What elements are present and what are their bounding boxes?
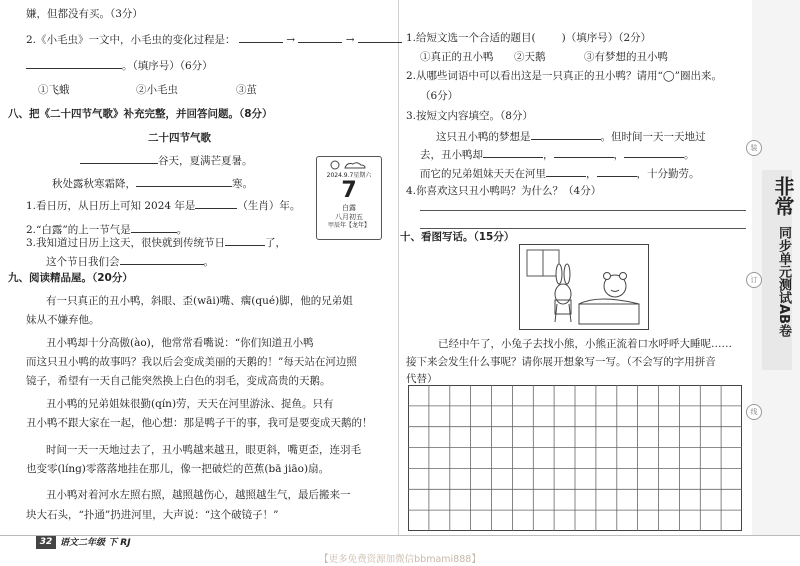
question-8-3: 3.我知道过日历上这天，很快就到传统节日 了， (26, 237, 287, 249)
q2-option-2: ②小毛虫 (136, 84, 178, 96)
page-divider (398, 0, 399, 535)
calendar-day: 7 (341, 178, 357, 203)
footer-rule (0, 535, 800, 536)
r-question-3: 3.按短文内容填空。（8分） (406, 110, 533, 122)
passage-line: 丑小鸭却十分高傲(ào)，他常常看嘴说：“你们知道丑小鸭 (46, 337, 314, 349)
page-number: 32 (36, 536, 56, 549)
calendar-card (316, 156, 382, 240)
footer-text: 语文二年级 下 RJ (60, 538, 131, 548)
passage-line: 块大石头，“扑通”扔进河里，大声说：“这个破镜子！” (26, 509, 279, 521)
binding-mark-3: 线 (746, 404, 762, 420)
r-q3-line-3: 而它的兄弟姐妹天天在河里 ， ，十分勤劳。 (420, 168, 700, 180)
sun-cloud-icon (317, 158, 381, 172)
question-8-2: 2.“白露”的上一节气是 。 (26, 224, 188, 236)
r-q3-line-1: 这只丑小鸭的梦想是 。但时间一天一天地过 (436, 131, 706, 143)
calendar-term: 白露 (342, 204, 356, 212)
writing-grid[interactable] (408, 385, 742, 531)
q2-option-3: ③茧 (236, 84, 257, 96)
section-9-title: 九、阅读精品屋。（20分） (8, 272, 133, 284)
rabbit-bear-illustration (519, 244, 649, 330)
r-q1-option-1: ①真正的丑小鸭 (420, 51, 494, 63)
brand-logo: 非常 (771, 176, 795, 216)
question-8-1: 1.看日历，从日历上可知 2024 年是 （生肖）年。 (26, 200, 301, 212)
r-q1-option-2: ②天鹅 (514, 51, 546, 63)
question-2: 2.《小毛虫》一文中，小毛虫的变化过程是： → → (26, 32, 402, 47)
r-question-1: 1.给短文选一个合适的题目( )（填序号）（2分） (406, 32, 652, 44)
passage-line: 有一只真正的丑小鸭，斜眼、歪(wāi)嘴、瘸(qué)脚，他的兄弟姐 (46, 295, 353, 307)
question-2-tail: 。（填序号）（6分） (26, 58, 213, 73)
passage-line: 时间一天一天地过去了，丑小鸭越来越丑，眼更斜，嘴更歪，连羽毛 (46, 444, 361, 456)
passage-line: 丑小鸭的兄弟姐妹很勤(qín)劳，天天在河里游泳、捉鱼。只有 (46, 398, 334, 410)
series-title: 同步单元测试AB卷 (776, 226, 791, 337)
passage-line: 镜子，希望有一天自己能突然换上白色的羽毛，变成高贵的天鹅。 (26, 375, 331, 387)
question-8-3-cont: 这个节日我们会 。 (46, 256, 214, 268)
passage-line: 也变零(líng)零落落地挂在那儿，像一把破烂的芭蕉(bā jiāo)扇。 (26, 463, 330, 475)
prompt-line-1: 已经中午了，小兔子去找小熊，小熊正流着口水呼呼大睡呢…… (438, 338, 732, 350)
section-10-title: 十、看图写话。（15分） (400, 231, 515, 243)
carryover-line: 嫌，但都没有买。（3分） (26, 8, 143, 20)
r-question-4: 4.你喜欢这只丑小鸭吗？为什么？（4分） (406, 185, 602, 197)
calendar-ganzhi: 甲辰年【龙年】 (327, 222, 370, 229)
passage-line: 而这只丑小鸭的故事吗？我以后会变成美丽的天鹅的！”每天站在河边照 (26, 356, 357, 368)
poem-line-1: 谷天，夏满芒夏暑。 (80, 153, 253, 168)
poem-line-2: 秋处露秋寒霜降， 寒。 (52, 178, 253, 190)
passage-line: 丑小鸭不跟大家在一起，他心想：那是鸭子干的事，我可是要变成天鹅的！ (26, 417, 373, 429)
r-question-2-score: （6分） (420, 90, 459, 102)
binding-mark-2: 订 (746, 272, 762, 288)
prompt-line-3: 代替） (406, 373, 438, 385)
r-q3-line-2: 去，丑小鸭却 ， ， 。 (420, 149, 695, 161)
answer-line (420, 210, 746, 211)
prompt-line-2: 接下来会发生什么事呢？请你展开想象写一写。（不会写的字用拼音 (406, 356, 716, 368)
r-q1-option-3: ③有梦想的丑小鸭 (584, 51, 668, 63)
binding-mark-1: 装 (746, 140, 762, 156)
q2-option-1: ①飞蛾 (38, 84, 70, 96)
watermark-ad: 【更多免费资源加微信bbmami888】 (319, 554, 481, 565)
passage-line: 妹从不嫌弃他。 (26, 314, 100, 326)
passage-line: 丑小鸭对着河水左照右照，越照越伤心，越照越生气，最后搬来一 (46, 489, 351, 501)
calendar-date-line: 2024.9.7星期六 (326, 172, 372, 179)
answer-line (420, 228, 746, 229)
poem-title: 二十四节气歌 (148, 132, 211, 144)
r-question-2: 2.从哪些词语中可以看出这是一只真正的丑小鸭？请用“◯”圈出来。 (406, 70, 723, 82)
calendar-lunar: 八月初五 (335, 213, 363, 221)
section-8-title: 八、把《二十四节气歌》补充完整，并回答问题。（8分） (8, 108, 273, 120)
